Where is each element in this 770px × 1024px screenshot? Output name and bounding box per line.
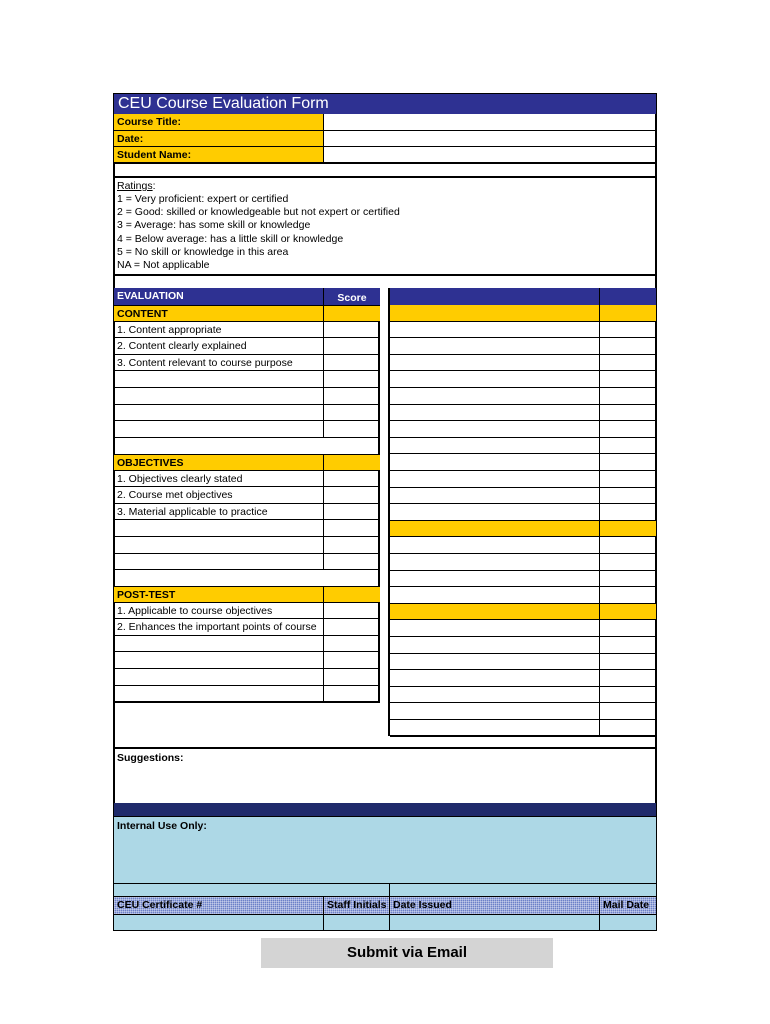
ratings-block <box>114 176 656 276</box>
right-grid-row <box>390 371 599 388</box>
right-grid-header <box>390 288 599 305</box>
score-input-cell[interactable] <box>323 487 380 504</box>
evaluation-row: 2. Course met objectives <box>114 487 323 504</box>
right-grid-header-score <box>599 288 656 305</box>
right-grid-score-cell[interactable] <box>599 305 656 322</box>
date-field[interactable] <box>323 131 656 147</box>
section-title-content: CONTENT <box>114 305 323 322</box>
section-score-cell <box>323 454 380 471</box>
score-input-cell[interactable] <box>323 471 380 488</box>
date-issued-label: Date Issued <box>389 897 599 914</box>
right-grid-score-cell[interactable] <box>599 454 656 471</box>
right-grid-row <box>390 504 599 521</box>
section-score-cell <box>323 305 380 322</box>
right-grid-row <box>390 454 599 471</box>
right-grid-row <box>390 438 599 455</box>
evaluation-row <box>114 537 323 554</box>
score-input-cell[interactable] <box>323 537 380 554</box>
score-input-cell[interactable] <box>323 504 380 521</box>
evaluation-row: 3. Material applicable to practice <box>114 504 323 521</box>
rating-line: 4 = Below average: has a little skill or knowledge <box>117 232 344 245</box>
right-grid-row <box>390 571 599 588</box>
right-grid-row <box>390 654 599 671</box>
evaluation-row <box>114 652 323 669</box>
right-grid-score-cell[interactable] <box>599 637 656 654</box>
date-label: Date: <box>114 131 323 147</box>
right-grid-row <box>390 587 599 604</box>
score-input-cell[interactable] <box>323 388 380 405</box>
right-grid-score-cell[interactable] <box>599 338 656 355</box>
right-grid-score-cell[interactable] <box>599 604 656 621</box>
right-grid-score-cell[interactable] <box>599 521 656 538</box>
score-input-cell[interactable] <box>323 520 380 537</box>
evaluation-row <box>114 554 323 571</box>
ratings-heading: Ratings <box>117 180 153 192</box>
score-input-cell[interactable] <box>323 338 380 355</box>
right-grid-score-cell[interactable] <box>599 620 656 637</box>
right-grid-score-cell[interactable] <box>599 554 656 571</box>
score-input-cell[interactable] <box>323 322 380 339</box>
ceu-certificate-label: CEU Certificate # <box>114 897 323 914</box>
date-issued-field[interactable] <box>389 914 599 930</box>
right-grid-row <box>390 488 599 505</box>
right-grid-score-cell[interactable] <box>599 504 656 521</box>
evaluation-row <box>114 388 323 405</box>
section-title-post-test: POST-TEST <box>114 586 323 603</box>
evaluation-row <box>114 669 323 686</box>
rating-line: 1 = Very proficient: expert or certified <box>117 193 289 205</box>
right-grid-row <box>390 554 599 571</box>
right-grid-row <box>390 405 599 422</box>
suggestions-label: Suggestions: <box>117 752 184 764</box>
right-grid-row <box>390 355 599 372</box>
right-grid-score-cell[interactable] <box>599 587 656 604</box>
right-grid-score-cell[interactable] <box>599 355 656 372</box>
rating-line: 3 = Average: has some skill or knowledge <box>117 219 311 232</box>
score-input-cell[interactable] <box>323 686 380 703</box>
right-grid-score-cell[interactable] <box>599 471 656 488</box>
right-grid-row <box>390 421 599 438</box>
score-input-cell[interactable] <box>323 603 380 620</box>
internal-use-divider-row <box>114 883 656 897</box>
right-grid-row <box>390 687 599 704</box>
right-grid-score-cell[interactable] <box>599 720 656 737</box>
score-input-cell[interactable] <box>323 405 380 422</box>
student-name-label: Student Name: <box>114 147 323 164</box>
right-grid-row <box>390 670 599 687</box>
section-title-objectives: OBJECTIVES <box>114 454 323 471</box>
evaluation-row: 1. Applicable to course objectives <box>114 603 323 620</box>
right-grid-score-cell[interactable] <box>599 488 656 505</box>
student-name-field[interactable] <box>323 147 656 164</box>
submit-button-label: Submit via Email <box>346 944 468 961</box>
form-title-bar <box>114 94 656 114</box>
internal-use-box[interactable] <box>114 816 656 883</box>
suggestions-box[interactable] <box>114 747 656 803</box>
right-grid-score-cell[interactable] <box>599 654 656 671</box>
right-grid-row <box>390 338 599 355</box>
right-grid-score-cell[interactable] <box>599 322 656 339</box>
right-grid-row <box>390 388 599 405</box>
score-input-cell[interactable] <box>323 421 380 438</box>
score-input-cell[interactable] <box>323 619 380 636</box>
form-title: CEU Course Evaluation Form <box>118 95 329 112</box>
ceu-certificate-field[interactable] <box>114 914 323 930</box>
evaluation-row <box>114 686 323 703</box>
score-input-cell[interactable] <box>323 371 380 388</box>
right-grid-score-cell[interactable] <box>599 687 656 704</box>
internal-use-label: Internal Use Only: <box>117 820 207 832</box>
score-input-cell[interactable] <box>323 669 380 686</box>
right-grid-score-cell[interactable] <box>599 537 656 554</box>
evaluation-row: 1. Content appropriate <box>114 322 323 339</box>
section-score-cell <box>323 586 380 603</box>
ratings-heading-line: Ratings: <box>117 180 156 192</box>
right-grid-score-cell[interactable] <box>599 438 656 455</box>
right-grid-score-cell[interactable] <box>599 571 656 588</box>
evaluation-row <box>114 520 323 537</box>
right-grid-row <box>390 471 599 488</box>
staff-initials-label: Staff Initials <box>323 897 389 914</box>
evaluation-row <box>114 405 323 422</box>
right-grid-row <box>390 703 599 720</box>
right-grid-row <box>390 620 599 637</box>
score-input-cell[interactable] <box>323 652 380 669</box>
score-header <box>323 288 380 305</box>
right-grid-score-cell[interactable] <box>599 703 656 720</box>
evaluation-row <box>114 636 323 653</box>
ratings-list <box>114 193 656 272</box>
right-grid-score-cell[interactable] <box>599 371 656 388</box>
score-header-label: Score <box>337 292 367 304</box>
right-grid-row <box>390 720 599 737</box>
rating-line: NA = Not applicable <box>117 259 210 272</box>
right-grid-score-cell[interactable] <box>599 388 656 405</box>
staff-initials-field[interactable] <box>323 914 389 930</box>
evaluation-row: 2. Enhances the important points of course <box>114 619 323 636</box>
evaluation-row: 2. Content clearly explained <box>114 338 323 355</box>
evaluation-row: 1. Objectives clearly stated <box>114 471 323 488</box>
course-title-label: Course Title: <box>114 114 323 131</box>
submit-via-email-button[interactable] <box>261 938 553 968</box>
evaluation-header: EVALUATION <box>114 288 323 305</box>
evaluation-row: 3. Content relevant to course purpose <box>114 355 323 372</box>
right-grid-score-cell[interactable] <box>599 405 656 422</box>
course-title-field[interactable] <box>323 114 656 131</box>
score-input-cell[interactable] <box>323 554 380 571</box>
evaluation-row <box>114 371 323 388</box>
mail-date-label: Mail Date <box>599 897 656 914</box>
mail-date-field[interactable] <box>599 914 656 930</box>
right-grid-row <box>390 537 599 554</box>
score-input-cell[interactable] <box>323 355 380 372</box>
rating-line: 2 = Good: skilled or knowledgeable but not expert or certified <box>117 206 400 219</box>
score-input-cell[interactable] <box>323 636 380 653</box>
internal-separator-bar <box>114 803 656 816</box>
right-grid-row <box>390 604 599 621</box>
right-grid-row <box>390 521 599 538</box>
right-grid-row <box>390 637 599 654</box>
rating-line: 5 = No skill or knowledge in this area <box>117 245 289 258</box>
right-grid-row <box>390 305 599 322</box>
right-grid-row <box>390 322 599 339</box>
right-grid-score-cell[interactable] <box>599 670 656 687</box>
right-grid-score-cell[interactable] <box>599 421 656 438</box>
evaluation-row <box>114 421 323 438</box>
